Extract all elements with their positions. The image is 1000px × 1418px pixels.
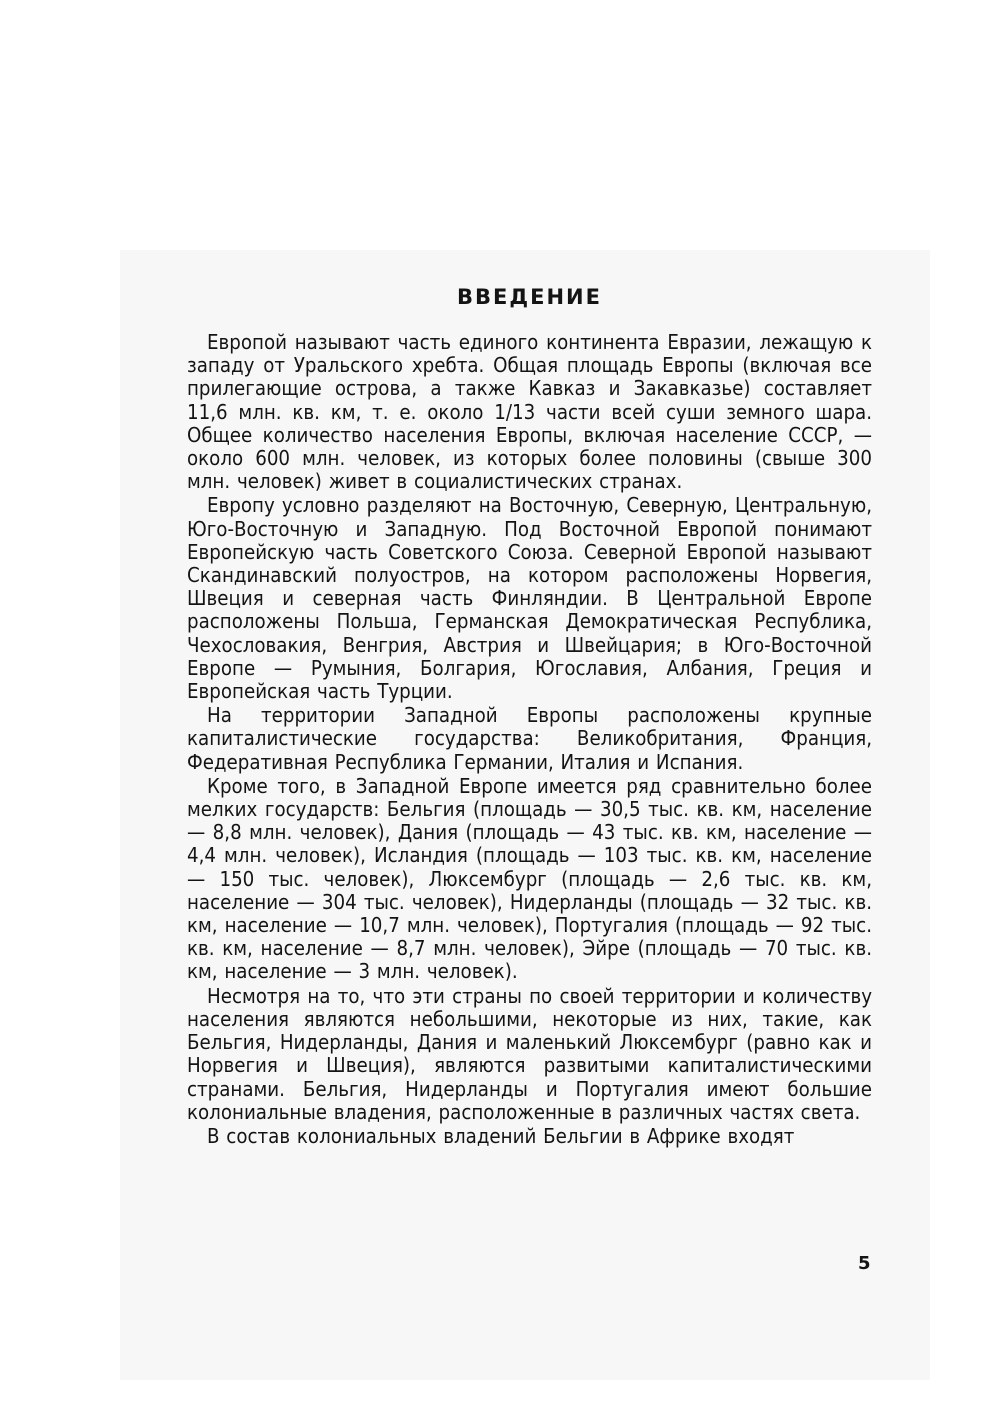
paragraph-4: Кроме того, в Западной Европе имеется ряд сравнительно более мелких государств: Бельгия (площадь — 30,5 тыс. кв. км, население — 8,8 млн. человек), Дания (площадь — 43 тыс. кв. км, население — 4,4 млн. человек), Исландия (площадь — 103 тыс. кв. км, население — 150 тыс. человек), Люксембург (площадь — 2,6 тыс. кв. км, население — 304 тыс. человек), Нидерланды (площадь — 32 тыс. кв. км, население — 10,7 млн. человек), Португалия (площадь — 92 тыс. кв. км, население — 8,7 млн. человек), Эйре (площадь — 70 тыс. кв. км, население — 3 млн. человек). — [187, 773, 872, 984]
text-body — [187, 285, 872, 1148]
paragraph-5: Несмотря на то, что эти страны по своей территории и количеству населения являются небольшими, некоторые из них, такие, как Бельгия, Нидерланды, Дания и маленький Люксембург (равно как и Норвегия и Швеция), являются развитыми капиталистическими странами. Бельгия, Нидерланды и Португалия имеют большие колониальные владения, расположенные в различных частях света. — [187, 983, 872, 1124]
paragraph-6: В состав колониальных владений Бельгии в Африке входят — [207, 1123, 795, 1148]
chapter-title: ВВЕДЕНИЕ — [457, 285, 602, 309]
page-number: 5 — [858, 1253, 871, 1274]
paragraph-3: На территории Западной Европы расположены крупные капиталистические государства: Великобритания, Франция, Федеративная Республика Германии, Италия и Испания. — [187, 703, 872, 774]
paragraph-2: Европу условно разделяют на Восточную, Северную, Центральную, Юго-Восточную и Западную. Под Восточной Европой понимают Европейскую часть Советского Союза. Северной Европой называют Скандинавский полуостров, на котором расположены Норвегия, Швеция и северная часть Финляндии. В Центральной Европе расположены Польша, Германская Демократическая Республика, Чехословакия, Венгрия, Австрия и Швейцария; в Юго-Восточной Европе — Румыния, Болгария, Югославия, Албания, Греция и Европейская часть Турции. — [187, 493, 872, 704]
paragraph-1: Европой называют часть единого континента Евразии, лежащую к западу от Уральского хребта. Общая площадь Европы (включая все прилегающие острова, а также Кавказ и Закавказье) составляет 11,6 млн. кв. км, т. е. около 1/13 части всей суши земного шара. Общее количество населения Европы, включая население СССР, — около 600 млн. человек, из которых более половины (свыше 300 млн. человек) живет в социалистических странах. — [187, 330, 872, 494]
